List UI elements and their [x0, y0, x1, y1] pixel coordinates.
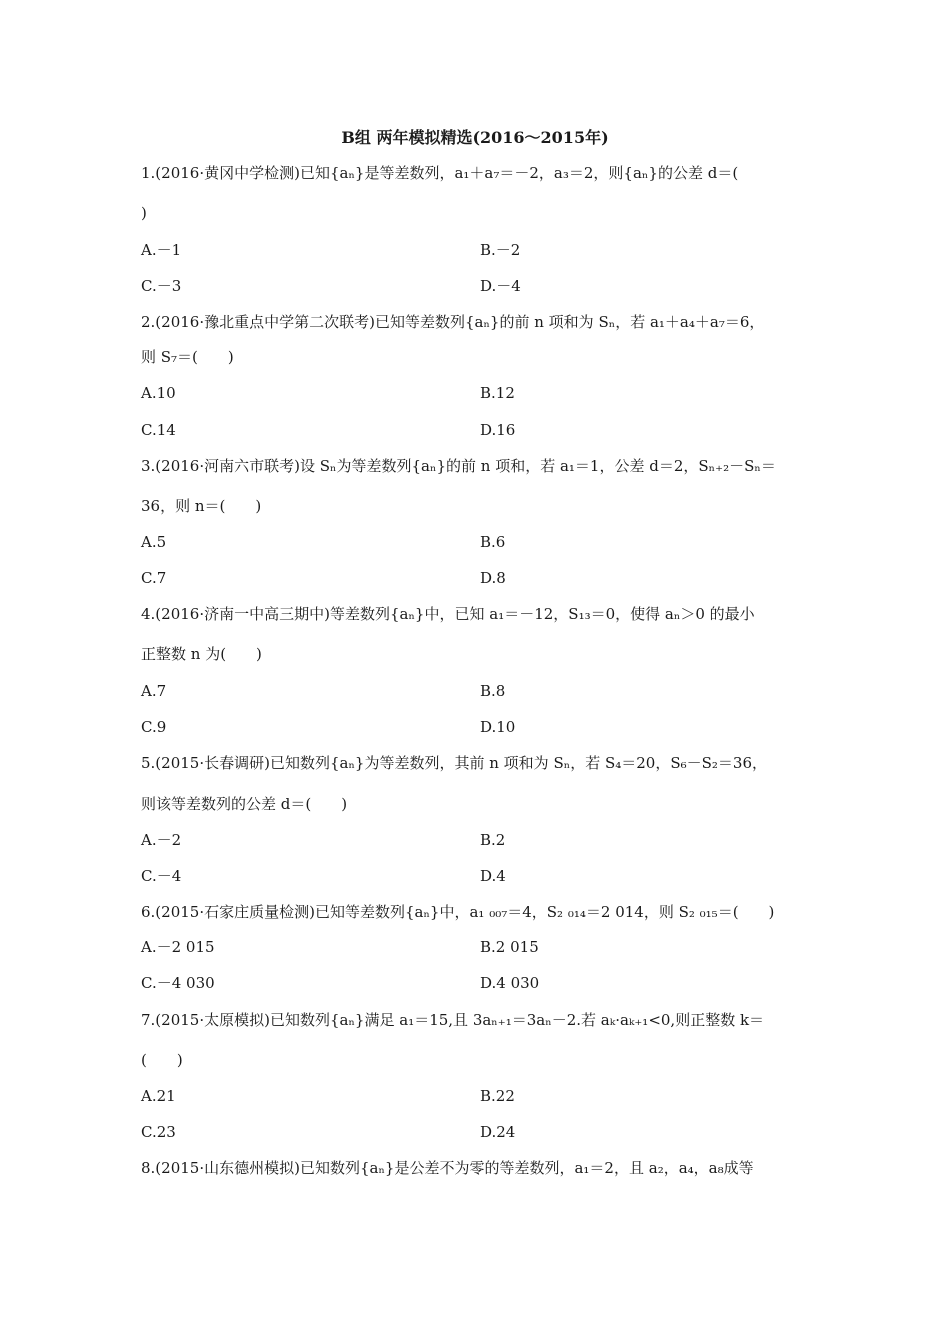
q5-line-2: 则该等差数列的公差 d＝( ) — [141, 795, 348, 813]
q1-option-a: A.－1 — [141, 241, 182, 259]
q1-option-d: D.－4 — [480, 277, 521, 295]
q2-option-c: C.14 — [141, 421, 176, 439]
q2-line-1: 2.(2016·豫北重点中学第二次联考)已知等差数列{aₙ}的前 n 项和为 Sₙ，若 a₁＋a₄＋a₇＝6， — [141, 313, 765, 331]
q4-option-c: C.9 — [141, 718, 167, 736]
q6-option-d: D.4 030 — [480, 974, 540, 992]
q3-option-d: D.8 — [480, 569, 506, 587]
q5-option-d: D.4 — [480, 867, 506, 885]
q7-option-b: B.22 — [480, 1087, 515, 1105]
q7-line-2: ( ) — [141, 1051, 183, 1069]
q5-option-c: C.－4 — [141, 867, 182, 885]
q1-line-2: ) — [141, 204, 147, 222]
section-title: B组 两年模拟精选(2016～2015年) — [341, 128, 609, 147]
q4-option-b: B.8 — [480, 682, 506, 700]
q7-option-d: D.24 — [480, 1123, 516, 1141]
q7-option-a: A.21 — [141, 1087, 176, 1105]
q3-option-b: B.6 — [480, 533, 506, 551]
q1-option-c: C.－3 — [141, 277, 182, 295]
q3-line-1: 3.(2016·河南六市联考)设 Sₙ为等差数列{aₙ}的前 n 项和，若 a₁＝1，公差 d＝2，Sₙ₊₂－Sₙ＝ — [141, 457, 776, 475]
q8-line-1: 8.(2015·山东德州模拟)已知数列{aₙ}是公差不为零的等差数列，a₁＝2，且 a₂，a₄，a₈成等 — [141, 1159, 754, 1177]
q2-option-d: D.16 — [480, 421, 516, 439]
q5-line-1: 5.(2015·长春调研)已知数列{aₙ}为等差数列，其前 n 项和为 Sₙ，若 S₄＝20，S₆－S₂＝36， — [141, 754, 768, 772]
q5-option-b: B.2 — [480, 831, 506, 849]
q4-option-a: A.7 — [141, 682, 167, 700]
q6-option-c: C.－4 030 — [141, 974, 215, 992]
q4-line-2: 正整数 n 为( ) — [141, 645, 262, 663]
q5-option-a: A.－2 — [141, 831, 182, 849]
q2-line-2: 则 S₇＝( ) — [141, 348, 234, 366]
q6-option-b: B.2 015 — [480, 938, 539, 956]
q6-line-1: 6.(2015·石家庄质量检测)已知等差数列{aₙ}中，a₁ ₀₀₇＝4，S₂ ₀₁₄＝2 014，则 S₂ ₀₁₅＝( ) — [141, 903, 775, 921]
q4-line-1: 4.(2016·济南一中高三期中)等差数列{aₙ}中，已知 a₁＝－12，S₁₃＝0，使得 aₙ＞0 的最小 — [141, 605, 755, 623]
q3-option-c: C.7 — [141, 569, 167, 587]
q3-option-a: A.5 — [141, 533, 167, 551]
q1-line-1: 1.(2016·黄冈中学检测)已知{aₙ}是等差数列，a₁＋a₇＝－2，a₃＝2，则{aₙ}的公差 d＝( — [141, 164, 739, 182]
q4-option-d: D.10 — [480, 718, 516, 736]
q2-option-b: B.12 — [480, 384, 515, 402]
q7-option-c: C.23 — [141, 1123, 176, 1141]
q3-line-2: 36，则 n＝( ) — [141, 497, 262, 515]
q2-option-a: A.10 — [141, 384, 176, 402]
q6-option-a: A.－2 015 — [141, 938, 215, 956]
q7-line-1: 7.(2015·太原模拟)已知数列{aₙ}满足 a₁＝15,且 3aₙ₊₁＝3aₙ－2.若 aₖ·aₖ₊₁<0,则正整数 k＝ — [141, 1011, 765, 1029]
q1-option-b: B.－2 — [480, 241, 521, 259]
